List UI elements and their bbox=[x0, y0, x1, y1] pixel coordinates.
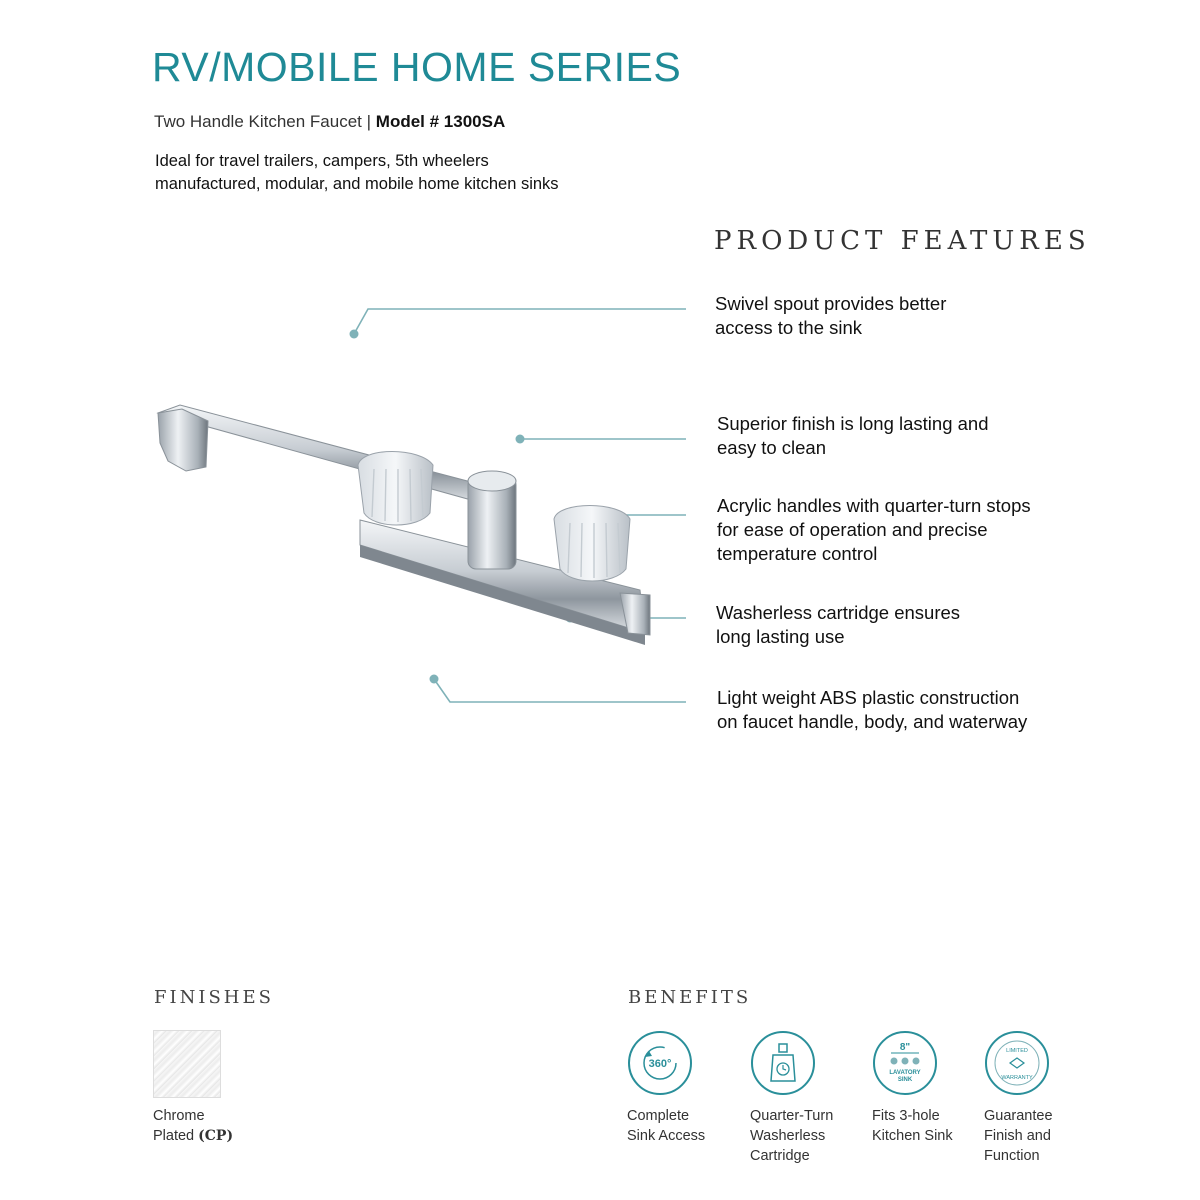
benefit-caption-3-hole bbox=[872, 1106, 953, 1146]
feature-text-line: temperature control bbox=[717, 543, 878, 564]
finish-plated: Plated bbox=[153, 1128, 195, 1144]
360-icon-graphic bbox=[636, 1039, 684, 1087]
finish-caption bbox=[153, 1106, 233, 1146]
warranty-icon-graphic bbox=[989, 1035, 1045, 1091]
lavatory-sink-icon bbox=[873, 1031, 937, 1095]
intro-line-2: manufactured, modular, and mobile home kitchen sinks bbox=[155, 175, 559, 193]
warranty-text-bottom: WARRANTY bbox=[1001, 1075, 1033, 1081]
finish-code: (CP) bbox=[198, 1128, 234, 1144]
cartridge-icon-graphic bbox=[763, 1041, 803, 1085]
cartridge-icon bbox=[751, 1031, 815, 1095]
benefit-text-line: Cartridge bbox=[750, 1148, 810, 1164]
benefit-text-line: Kitchen Sink bbox=[872, 1128, 953, 1144]
360-icon bbox=[628, 1031, 692, 1095]
benefit-text-line: Quarter-Turn bbox=[750, 1108, 834, 1124]
feature-text-line: Superior finish is long lasting and bbox=[717, 413, 989, 434]
benefit-text-line: Washerless bbox=[750, 1128, 826, 1144]
benefit-caption-guarantee bbox=[984, 1106, 1053, 1166]
feature-text-line: for ease of operation and precise bbox=[717, 519, 988, 540]
feature-washerless-cartridge bbox=[716, 601, 1096, 649]
finish-name: Chrome bbox=[153, 1108, 205, 1124]
feature-swivel-spout bbox=[715, 292, 1095, 340]
feature-abs-construction bbox=[717, 686, 1097, 734]
feature-text-line: easy to clean bbox=[717, 437, 827, 458]
benefits-heading: BENEFITS bbox=[628, 987, 752, 1008]
sink-label-line2: SINK bbox=[897, 1077, 913, 1083]
benefit-text-line: Fits 3-hole bbox=[872, 1108, 940, 1124]
benefit-caption-cartridge bbox=[750, 1106, 833, 1166]
benefit-text-line: Guarantee bbox=[984, 1108, 1053, 1124]
finishes-heading: FINISHES bbox=[154, 987, 274, 1008]
benefit-text-line: Finish and bbox=[984, 1128, 1051, 1144]
chrome-finish-swatch bbox=[153, 1030, 221, 1098]
feature-text-line: on faucet handle, body, and waterway bbox=[717, 711, 1028, 732]
360-icon-text: 360° bbox=[648, 1058, 672, 1070]
subtitle-separator: | bbox=[366, 112, 372, 131]
feature-text-line: Acrylic handles with quarter-turn stops bbox=[717, 495, 1031, 516]
benefit-text-line: Complete bbox=[627, 1108, 690, 1124]
benefit-text-line: Function bbox=[984, 1148, 1040, 1164]
product-features-heading: PRODUCT FEATURES bbox=[714, 226, 1091, 256]
feature-acrylic-handles bbox=[717, 494, 1097, 566]
feature-text-line: Washerless cartridge ensures bbox=[716, 602, 961, 623]
intro-line-1: Ideal for travel trailers, campers, 5th wheelers bbox=[155, 152, 489, 170]
finish-name-line2 bbox=[153, 1126, 233, 1146]
feature-text-line: access to the sink bbox=[715, 317, 863, 338]
warranty-text-top: LIMITED bbox=[1006, 1048, 1028, 1054]
model-number: Model # 1300SA bbox=[375, 112, 506, 131]
sink-size-text: 8" bbox=[899, 1042, 911, 1053]
faucet-image bbox=[150, 395, 660, 665]
lavatory-sink-icon-graphic bbox=[877, 1035, 933, 1091]
feature-text-line: Swivel spout provides better bbox=[715, 293, 947, 314]
sink-label-line1: LAVATORY bbox=[889, 1070, 921, 1076]
benefit-text-line: Sink Access bbox=[627, 1128, 706, 1144]
feature-text-line: long lasting use bbox=[716, 626, 845, 647]
warranty-icon bbox=[985, 1031, 1049, 1095]
product-type: Two Handle Kitchen Faucet bbox=[154, 112, 362, 131]
page-title: RV/MOBILE HOME SERIES bbox=[152, 44, 682, 90]
feature-text-line: Light weight ABS plastic construction bbox=[717, 687, 1020, 708]
feature-superior-finish bbox=[717, 412, 1097, 460]
benefit-caption-sink-access bbox=[627, 1106, 705, 1146]
